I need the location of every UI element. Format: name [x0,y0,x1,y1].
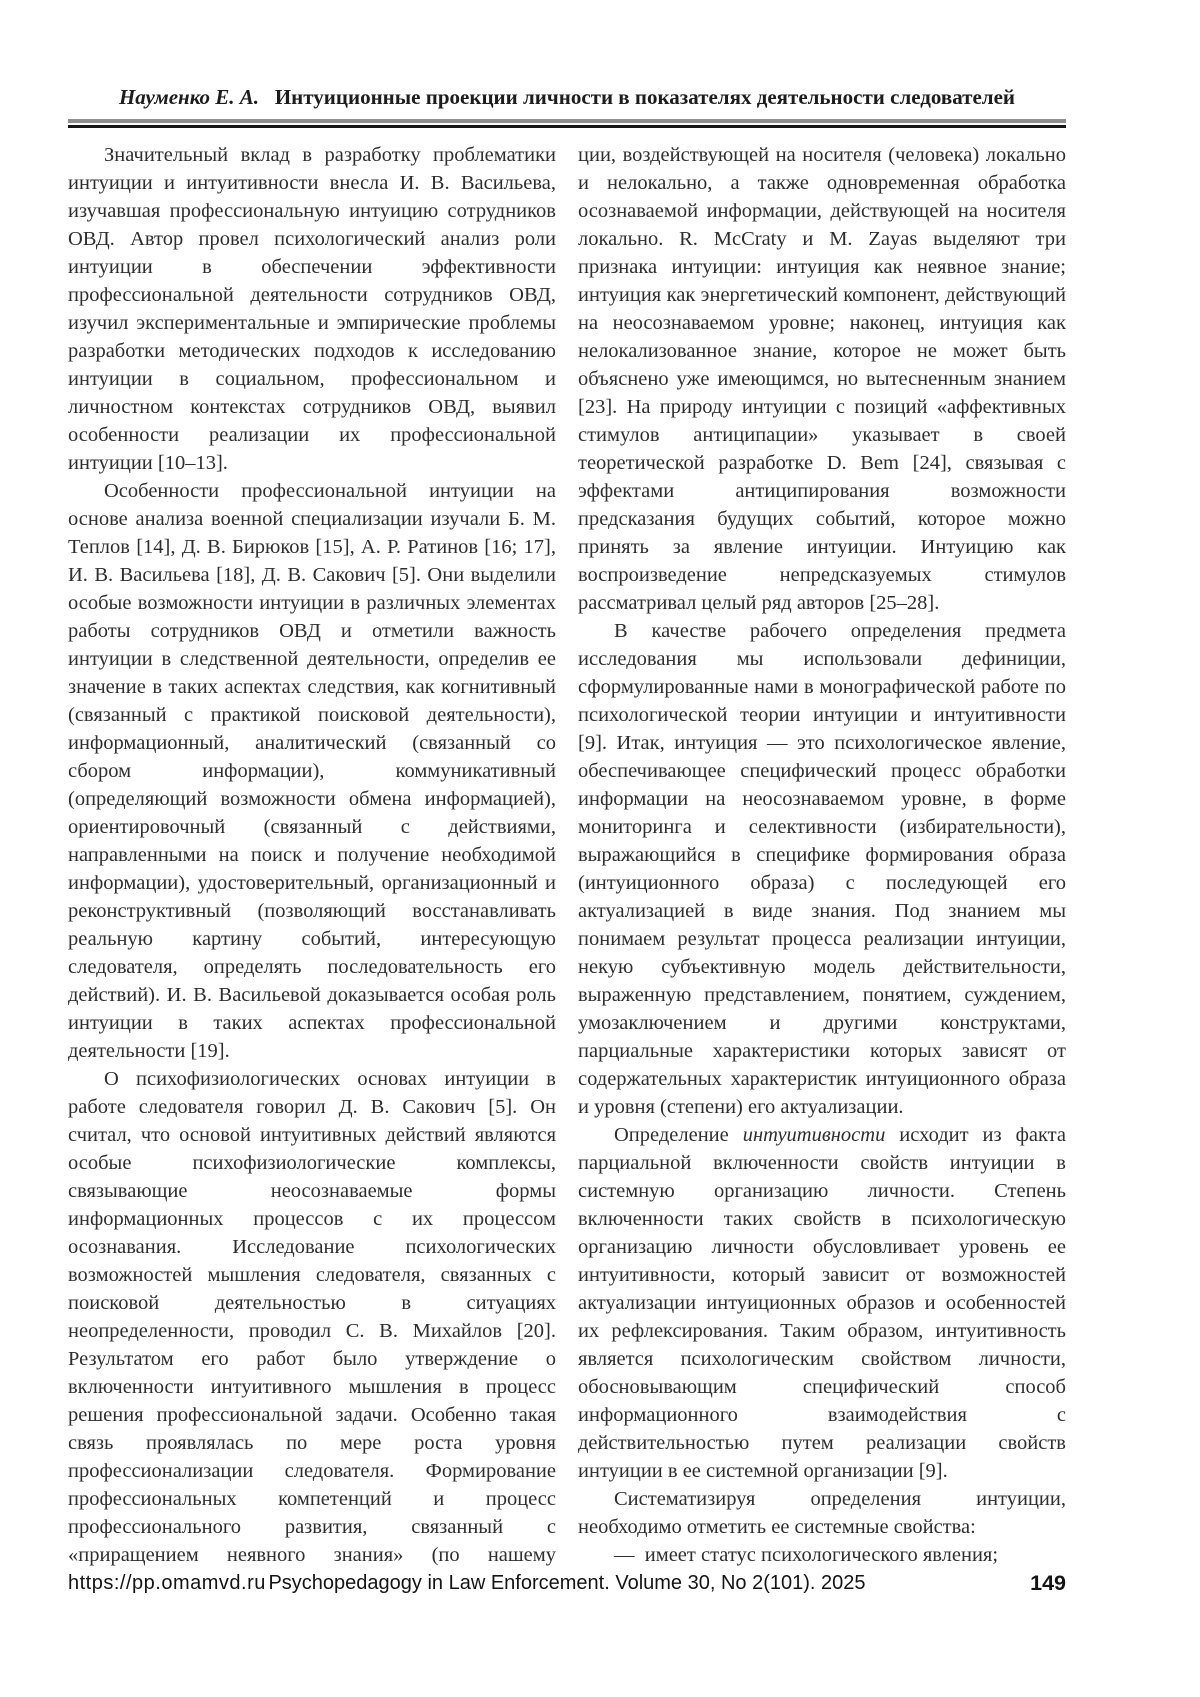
header-rule [68,119,1066,128]
footer-page-number: 149 [1030,1571,1066,1595]
paragraph: — имеет статус психологического явления; [614,1544,999,1566]
running-head-title: Интуиционные проекции личности в показателях деятельности следователей [274,85,1016,109]
paragraph: Определение интуитивности исходит из факта парциальной включенности свойств интуиции в системную организацию личности. Степень включенности таких свойств в психологическую организацию личности обусловливает уровень ее интуитивности, который зависит от возможностей актуализации интуиционных образов и особенностей их рефлексирования. Таким образом, интуитивность является психологическим свойством личности, обосновывающим специфический способ информационного взаимодействия с действительностью путем реализации свойств интуиции в ее системной организации [9]. [578,1124,1066,1482]
footer-url[interactable]: https://pp.omamvd.ru [68,1572,266,1594]
paragraph: ции, воздействующей на носителя (человека) локально и нелокально, а также одновременная обработка осознаваемой информации, действующей на носителя локально. R. McCraty и M. Zayas выделяют три признака интуиции: интуиция как неявное знание; интуиция как энергетический компонент, действующий на неосознаваемом уровне; наконец, интуиция как нелокализованное знание, которое не может быть объяснено уже имеющимся, но вытесненным знанием [23]. На природу интуиции с позиций «аффективных стимулов антиципации» указывает в своей теоретической разработке D. Bem [24], связывая с эффектами антиципирования возможности предсказания будущих событий, которое можно принять за явление интуиции. Интуицию как воспроизведение непредсказуемых стимулов рассматривал целый ряд авторов [25–28]. [578,144,1066,614]
column-right [578,141,1066,1573]
body-text [68,141,1066,1573]
column-left [68,141,556,1573]
running-head-author: Науменко Е. А. [118,85,260,109]
footer-journal: Psychopedagogy in Law Enforcement. Volume 30, No 2(101). 2025 [268,1572,866,1594]
paragraph: Значительный вклад в разработку проблематики интуиции и интуитивности внесла И. В. Васильева, изучавшая профессиональную интуицию сотрудников ОВД. Автор провел психологический анализ роли интуиции в обеспечении эффективности профессиональной деятельности сотрудников ОВД, изучил экспериментальные и эмпирические проблемы разработки методических подходов к исследованию интуиции в социальном, профессиональном и личностном контекстах сотрудников ОВД, выявил особенности реализации их профессиональной интуиции [10–13]. [68,144,556,474]
paragraph: Особенности профессиональной интуиции на основе анализа военной специализации изучали Б. М. Теплов [14], Д. В. Бирюков [15], А. Р. Ратинов [16; 17], И. В. Васильева [18], Д. В. Сакович [5]. Они выделили особые возможности интуиции в различных элементах работы сотрудников ОВД и отметили важность интуиции в следственной деятельности, определив ее значение в таких аспектах следствия, как когнитивный (связанный с практикой поисковой деятельности), информационный, аналитический (связанный со сбором информации), коммуникативный (определяющий возможности обмена информацией), ориентировочный (связанный с действиями, направленными на поиск и получение необходимой информации), удостоверительный, организационный и реконструктивный (позволяющий восстанавливать реальную картину событий, интересующую следователя, определять последовательность его действий). И. В. Васильевой доказывается особая роль интуиции в таких аспектах профессиональной деятельности [19]. [68,480,556,1062]
running-head [68,84,1066,110]
paragraph: Систематизируя определения интуиции, необходимо отметить ее системные свойства: [578,1488,1066,1538]
paragraph: О психофизиологических основах интуиции в работе следователя говорил Д. В. Сакович [5]. Он считал, что основой интуитивных действий являются особые психофизиологические комплексы, связывающие неосознаваемые формы информационных процессов с их процессом осознавания. Исследование психологических возможностей мышления следователя, связанных с поисковой деятельностью в ситуациях неопределенности, проводил С. В. Михайлов [20]. Результатом его работ было утверждение о включенности интуитивного мышления в процесс решения профессиональной задачи. Особенно такая связь проявлялась по мере роста уровня профессионализации следователя. Формирование профессиональных компетенций и процесс профессионального развития, связанный с «приращением неявного знания» (по нашему [68,1068,556,1566]
paragraph: В качестве рабочего определения предмета исследования мы использовали дефиниции, сформулированные нами в монографической работе по психологической теории интуиции и интуитивности [9]. Итак, интуиция — это психологическое явление, обеспечивающее специфический процесс обработки информации на неосознаваемом уровне, в форме мониторинга и селективности (избирательности), выражающийся в специфике формирования образа (интуиционного образа) с последующей его актуализацией в виде знания. Под знанием мы понимаем результат процесса реализации интуиции, некую субъективную модель действительности, выраженную представлением, понятием, суждением, умозаключением и другими конструктами, парциальные характеристики которых зависят от содержательных характеристик интуиционного образа и уровня (степени) его актуализации. [578,620,1066,1118]
running-head-separator [264,85,269,109]
page-footer [68,1566,1066,1600]
